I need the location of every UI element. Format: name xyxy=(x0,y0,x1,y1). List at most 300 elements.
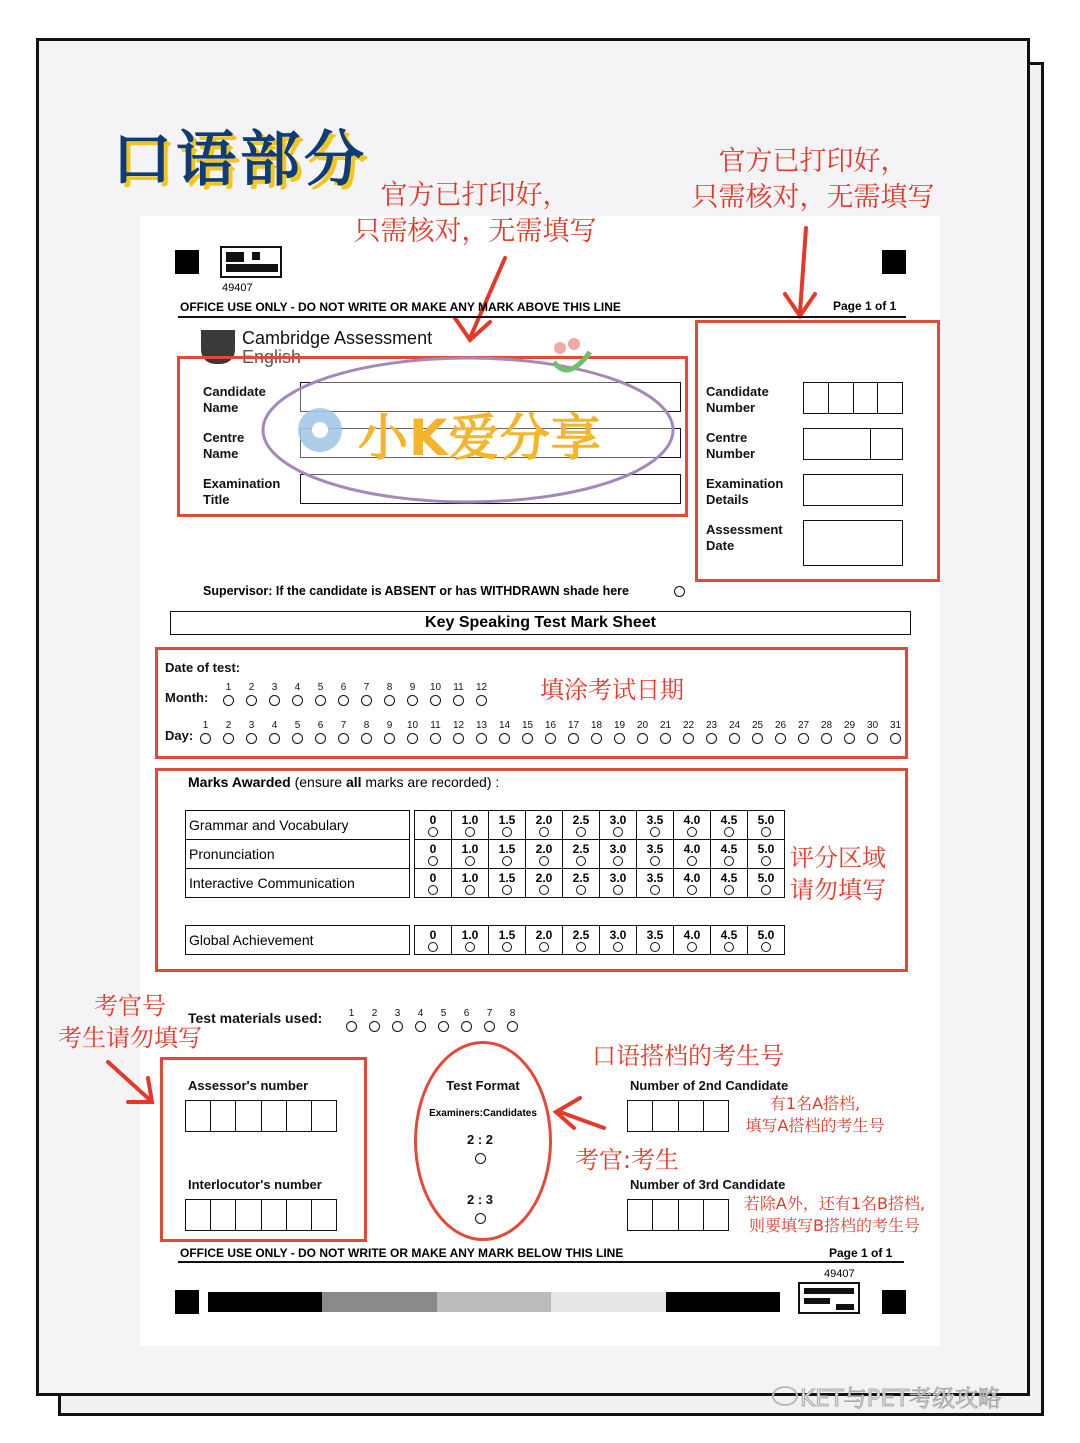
day-bubble[interactable] xyxy=(838,720,861,744)
material-bubble-circle[interactable] xyxy=(415,1021,426,1032)
exam-title-label: Examination Title xyxy=(203,476,281,507)
month-bubble[interactable] xyxy=(332,682,355,706)
mark-option[interactable] xyxy=(637,926,674,955)
mark-value: 4.5 xyxy=(720,927,738,942)
month-bubble-circle[interactable] xyxy=(453,695,464,706)
day-bubble-circle[interactable] xyxy=(545,733,556,744)
day-bubble-number: 28 xyxy=(820,720,833,731)
note-third-candidate: 若除A外，还有1名B搭档, 则要填写B搭档的考生号 xyxy=(743,1194,926,1235)
mark-value: 1.0 xyxy=(461,927,479,942)
material-bubble-number: 1 xyxy=(348,1008,355,1019)
page-title: 口语部分 xyxy=(112,125,368,195)
mark-value: 5.0 xyxy=(757,870,775,885)
day-bubble-circle[interactable] xyxy=(407,733,418,744)
mark-bubble[interactable] xyxy=(428,885,438,895)
mark-option[interactable] xyxy=(600,840,637,869)
format-2-3-bubble[interactable] xyxy=(475,1213,486,1224)
mark-bubble[interactable] xyxy=(613,885,623,895)
page-number: Page 1 of 1 xyxy=(833,299,897,313)
mark-value: 5.0 xyxy=(757,927,775,942)
mark-bubble[interactable] xyxy=(465,885,475,895)
mark-option[interactable] xyxy=(452,926,489,955)
material-bubble[interactable] xyxy=(363,1008,386,1032)
note-date-fill: 填涂考试日期 xyxy=(540,676,684,704)
material-bubble-circle[interactable] xyxy=(438,1021,449,1032)
day-bubble-number: 2 xyxy=(225,720,232,731)
material-bubble-number: 7 xyxy=(486,1008,493,1019)
month-bubble[interactable] xyxy=(217,682,240,706)
criterion-label: Pronunciation xyxy=(186,840,410,869)
arrow-right-note xyxy=(800,228,806,312)
mark-option[interactable] xyxy=(415,840,452,869)
day-bubble-circle[interactable] xyxy=(338,733,349,744)
month-bubble-number: 11 xyxy=(453,682,464,693)
day-bubble[interactable] xyxy=(539,720,562,744)
month-bubble-circle[interactable] xyxy=(315,695,326,706)
mark-option[interactable] xyxy=(748,869,785,898)
day-bubble-circle[interactable] xyxy=(683,733,694,744)
note-format: 考官:考生 xyxy=(574,1146,680,1174)
material-bubble-circle[interactable] xyxy=(346,1021,357,1032)
mark-value: 4.0 xyxy=(683,841,701,856)
month-bubble-circle[interactable] xyxy=(269,695,280,706)
mark-bubble[interactable] xyxy=(576,856,586,866)
mark-option[interactable] xyxy=(415,926,452,955)
mark-option[interactable] xyxy=(637,840,674,869)
day-bubble-circle[interactable] xyxy=(292,733,303,744)
mark-option[interactable] xyxy=(452,869,489,898)
mark-bubble[interactable] xyxy=(613,856,623,866)
day-bubble[interactable] xyxy=(792,720,815,744)
mark-option[interactable] xyxy=(489,926,526,955)
day-bubble-circle[interactable] xyxy=(591,733,602,744)
day-bubble[interactable] xyxy=(723,720,746,744)
mark-value: 3.5 xyxy=(646,841,664,856)
date-of-test-label: Date of test: xyxy=(165,660,241,675)
day-bubble-number: 4 xyxy=(271,720,278,731)
day-label: Day: xyxy=(165,728,194,743)
day-bubble[interactable] xyxy=(516,720,539,744)
day-bubble-circle[interactable] xyxy=(499,733,510,744)
day-bubble-number: 12 xyxy=(452,720,465,731)
mark-bubble[interactable] xyxy=(613,942,623,952)
day-bubble-number: 6 xyxy=(317,720,324,731)
mark-option[interactable] xyxy=(489,840,526,869)
mark-option[interactable] xyxy=(563,840,600,869)
mark-bubble[interactable] xyxy=(724,856,734,866)
day-bubble[interactable] xyxy=(286,720,309,744)
mark-option[interactable] xyxy=(489,811,526,840)
day-bubble-circle[interactable] xyxy=(867,733,878,744)
mark-value: 1.5 xyxy=(498,812,516,827)
format-2-2-bubble[interactable] xyxy=(475,1153,486,1164)
material-bubble-number: 3 xyxy=(394,1008,401,1019)
month-bubble[interactable] xyxy=(401,682,424,706)
mark-option[interactable] xyxy=(674,840,711,869)
month-bubble[interactable] xyxy=(470,682,493,706)
mark-option[interactable] xyxy=(489,869,526,898)
day-bubble-circle[interactable] xyxy=(798,733,809,744)
sheet-title: Key Speaking Test Mark Sheet xyxy=(170,611,911,635)
mark-option[interactable] xyxy=(711,869,748,898)
day-bubble-number: 19 xyxy=(613,720,626,731)
mark-bubble[interactable] xyxy=(724,942,734,952)
mark-bubble[interactable] xyxy=(687,856,697,866)
note-second-candidate: 有1名A搭档, 填写A搭档的考生号 xyxy=(745,1094,885,1135)
month-bubble[interactable] xyxy=(447,682,470,706)
day-bubble-circle[interactable] xyxy=(384,733,395,744)
mark-bubble[interactable] xyxy=(761,942,771,952)
global-table xyxy=(185,925,785,955)
day-bubble-number: 22 xyxy=(682,720,695,731)
mark-value: 3.0 xyxy=(609,812,627,827)
mark-value: 1.0 xyxy=(461,870,479,885)
mark-bubble[interactable] xyxy=(502,942,512,952)
mark-row xyxy=(186,840,785,869)
mark-bubble[interactable] xyxy=(724,885,734,895)
mark-bubble[interactable] xyxy=(539,885,549,895)
second-candidate-label: Number of 2nd Candidate xyxy=(630,1078,789,1093)
mark-value: 1.0 xyxy=(461,812,479,827)
day-bubble[interactable] xyxy=(424,720,447,744)
mark-option[interactable] xyxy=(748,840,785,869)
month-bubble-circle[interactable] xyxy=(476,695,487,706)
day-bubble-circle[interactable] xyxy=(315,733,326,744)
day-bubble-number: 5 xyxy=(294,720,301,731)
day-bubble[interactable] xyxy=(631,720,654,744)
month-bubble-circle[interactable] xyxy=(407,695,418,706)
sheet-code-bottom: 49407 xyxy=(824,1268,855,1280)
mark-option[interactable] xyxy=(415,811,452,840)
day-bubble-number: 30 xyxy=(866,720,879,731)
day-bubble-circle[interactable] xyxy=(614,733,625,744)
mark-value: 3.5 xyxy=(646,870,664,885)
day-bubbles xyxy=(194,720,907,744)
third-candidate-cells[interactable] xyxy=(627,1199,729,1231)
materials-bubbles xyxy=(340,1008,524,1032)
mark-value: 5.0 xyxy=(757,841,775,856)
mark-value: 3.0 xyxy=(609,870,627,885)
watermark-text: 小K爱分享 xyxy=(358,409,602,467)
day-bubble-circle[interactable] xyxy=(890,733,901,744)
criteria-table xyxy=(185,810,785,898)
day-bubble-number: 1 xyxy=(202,720,209,731)
material-bubble[interactable] xyxy=(340,1008,363,1032)
mark-option[interactable] xyxy=(674,926,711,955)
mark-bubble[interactable] xyxy=(428,827,438,837)
month-bubble[interactable] xyxy=(263,682,286,706)
mark-value: 3.0 xyxy=(609,927,627,942)
material-bubble[interactable] xyxy=(455,1008,478,1032)
mark-option[interactable] xyxy=(600,869,637,898)
day-bubble-circle[interactable] xyxy=(223,733,234,744)
note-marks-area: 评分区域 请勿填写 xyxy=(790,844,886,904)
day-bubble-number: 13 xyxy=(475,720,488,731)
mark-value: 1.5 xyxy=(498,841,516,856)
mark-option[interactable] xyxy=(674,811,711,840)
day-bubble[interactable] xyxy=(746,720,769,744)
assessor-number-label: Assessor's number xyxy=(188,1078,309,1093)
day-bubble-number: 3 xyxy=(248,720,255,731)
day-bubble-circle[interactable] xyxy=(361,733,372,744)
day-bubble-circle[interactable] xyxy=(476,733,487,744)
mark-bubble[interactable] xyxy=(761,856,771,866)
footer-watermark: KET与PET考级攻略 xyxy=(800,1386,1002,1412)
mark-value: 2.0 xyxy=(535,927,553,942)
mark-value: 2.5 xyxy=(572,841,590,856)
mark-option[interactable] xyxy=(526,869,563,898)
day-bubble-number: 11 xyxy=(430,720,441,731)
day-bubble[interactable] xyxy=(677,720,700,744)
day-bubble-number: 25 xyxy=(751,720,764,731)
registration-mark xyxy=(882,250,906,274)
material-bubble-circle[interactable] xyxy=(392,1021,403,1032)
mark-value: 4.0 xyxy=(683,812,701,827)
day-bubble-circle[interactable] xyxy=(568,733,579,744)
month-bubble-circle[interactable] xyxy=(338,695,349,706)
mark-option[interactable] xyxy=(415,869,452,898)
mark-value: 3.5 xyxy=(646,812,664,827)
month-bubble[interactable] xyxy=(355,682,378,706)
material-bubble-number: 5 xyxy=(440,1008,447,1019)
bottom-rule xyxy=(178,1261,904,1263)
mark-bubble[interactable] xyxy=(502,856,512,866)
test-format-label: Test Format xyxy=(446,1078,520,1093)
assessor-number-cells[interactable] xyxy=(185,1100,337,1132)
mark-bubble[interactable] xyxy=(724,827,734,837)
sheet-code: 49407 xyxy=(222,282,253,294)
supervisor-instruction: Supervisor: If the candidate is ABSENT or has WITHDRAWN shade here xyxy=(203,584,630,598)
material-bubble-circle[interactable] xyxy=(369,1021,380,1032)
day-bubble[interactable] xyxy=(355,720,378,744)
mark-value: 4.5 xyxy=(720,812,738,827)
mark-bubble[interactable] xyxy=(761,885,771,895)
note-printed-left: 官方已打印好， 只需核对，无需填写 xyxy=(353,180,597,247)
mark-row xyxy=(186,869,785,898)
criterion-label: Interactive Communication xyxy=(186,869,410,898)
mark-value: 0 xyxy=(429,812,437,827)
material-bubble[interactable] xyxy=(478,1008,501,1032)
mark-option[interactable] xyxy=(711,840,748,869)
mark-bubble[interactable] xyxy=(465,942,475,952)
note-printed-right: 官方已打印好， 只需核对，无需填写 xyxy=(691,146,935,213)
mark-option[interactable] xyxy=(748,926,785,955)
day-bubble[interactable] xyxy=(401,720,424,744)
month-bubble[interactable] xyxy=(286,682,309,706)
day-bubble[interactable] xyxy=(263,720,286,744)
month-bubble[interactable] xyxy=(378,682,401,706)
day-bubble-circle[interactable] xyxy=(200,733,211,744)
arrow-assessor xyxy=(108,1062,150,1100)
day-bubble[interactable] xyxy=(585,720,608,744)
criterion-label: Grammar and Vocabulary xyxy=(186,811,410,840)
mark-option[interactable] xyxy=(711,811,748,840)
day-bubble[interactable] xyxy=(815,720,838,744)
mark-bubble[interactable] xyxy=(428,856,438,866)
day-bubble-circle[interactable] xyxy=(775,733,786,744)
day-bubble-circle[interactable] xyxy=(453,733,464,744)
registration-mark xyxy=(175,250,199,274)
mark-bubble[interactable] xyxy=(465,827,475,837)
mark-bubble[interactable] xyxy=(502,885,512,895)
assessment-date-field[interactable] xyxy=(803,520,903,566)
exam-details-field[interactable] xyxy=(803,474,903,506)
mark-row xyxy=(186,811,785,840)
day-bubble[interactable] xyxy=(769,720,792,744)
mark-bubble[interactable] xyxy=(650,885,660,895)
mark-bubble[interactable] xyxy=(613,827,623,837)
month-bubble[interactable] xyxy=(309,682,332,706)
day-bubble-number: 17 xyxy=(567,720,580,731)
mark-option[interactable] xyxy=(452,811,489,840)
mark-value: 4.0 xyxy=(683,927,701,942)
day-bubble-number: 10 xyxy=(406,720,419,731)
mark-bubble[interactable] xyxy=(650,827,660,837)
candidate-number-cells[interactable] xyxy=(803,382,903,414)
mark-bubble[interactable] xyxy=(502,827,512,837)
mark-bubble[interactable] xyxy=(539,827,549,837)
mark-bubble[interactable] xyxy=(687,885,697,895)
day-bubble[interactable] xyxy=(884,720,907,744)
day-bubble-circle[interactable] xyxy=(729,733,740,744)
month-bubble-number: 10 xyxy=(429,682,442,693)
mark-option[interactable] xyxy=(674,869,711,898)
day-bubble[interactable] xyxy=(470,720,493,744)
month-bubbles xyxy=(217,682,493,706)
mark-option[interactable] xyxy=(563,926,600,955)
month-bubble-circle[interactable] xyxy=(223,695,234,706)
mark-bubble[interactable] xyxy=(576,885,586,895)
mark-option[interactable] xyxy=(748,811,785,840)
mark-value: 0 xyxy=(429,870,437,885)
day-bubble-circle[interactable] xyxy=(637,733,648,744)
mark-bubble[interactable] xyxy=(428,942,438,952)
mark-bubble[interactable] xyxy=(687,827,697,837)
day-bubble[interactable] xyxy=(493,720,516,744)
day-bubble-number: 27 xyxy=(797,720,810,731)
day-bubble[interactable] xyxy=(861,720,884,744)
note-assessor: 考官号 考生请勿填写 xyxy=(58,992,202,1052)
day-bubble[interactable] xyxy=(240,720,263,744)
mark-bubble[interactable] xyxy=(650,856,660,866)
day-bubble-circle[interactable] xyxy=(844,733,855,744)
mark-option[interactable] xyxy=(526,926,563,955)
mark-option[interactable] xyxy=(600,811,637,840)
month-bubble[interactable] xyxy=(240,682,263,706)
mark-value: 2.5 xyxy=(572,870,590,885)
mark-value: 2.5 xyxy=(572,812,590,827)
day-bubble-number: 29 xyxy=(843,720,856,731)
day-bubble[interactable] xyxy=(309,720,332,744)
assessment-date-label: Assessment Date xyxy=(706,522,783,553)
mark-option[interactable] xyxy=(563,811,600,840)
day-bubble[interactable] xyxy=(562,720,585,744)
day-bubble-circle[interactable] xyxy=(269,733,280,744)
mark-option[interactable] xyxy=(600,926,637,955)
mark-value: 2.0 xyxy=(535,841,553,856)
mark-option[interactable] xyxy=(452,840,489,869)
month-bubble-number: 9 xyxy=(409,682,416,693)
day-bubble[interactable] xyxy=(217,720,240,744)
material-bubble[interactable] xyxy=(386,1008,409,1032)
day-bubble-number: 18 xyxy=(590,720,603,731)
format-2-2-label: 2 : 2 xyxy=(466,1132,493,1147)
mark-value: 1.5 xyxy=(498,870,516,885)
mark-bubble[interactable] xyxy=(465,856,475,866)
mark-bubble[interactable] xyxy=(650,942,660,952)
mark-value: 3.0 xyxy=(609,841,627,856)
day-bubble[interactable] xyxy=(194,720,217,744)
day-bubble-circle[interactable] xyxy=(660,733,671,744)
material-bubble-circle[interactable] xyxy=(461,1021,472,1032)
day-bubble-circle[interactable] xyxy=(706,733,717,744)
mark-bubble[interactable] xyxy=(761,827,771,837)
day-bubble-number: 7 xyxy=(340,720,347,731)
material-bubble-circle[interactable] xyxy=(484,1021,495,1032)
mark-bubble[interactable] xyxy=(539,942,549,952)
mark-option[interactable] xyxy=(526,811,563,840)
month-label: Month: xyxy=(165,690,209,705)
mark-option[interactable] xyxy=(526,840,563,869)
mark-option[interactable] xyxy=(637,869,674,898)
month-bubble[interactable] xyxy=(424,682,447,706)
month-bubble-number: 6 xyxy=(340,682,347,693)
second-candidate-cells[interactable] xyxy=(627,1100,729,1132)
day-bubble-number: 15 xyxy=(521,720,534,731)
day-bubble-circle[interactable] xyxy=(522,733,533,744)
format-2-3-label: 2 : 3 xyxy=(466,1192,493,1207)
day-bubble-circle[interactable] xyxy=(246,733,257,744)
material-bubble[interactable] xyxy=(432,1008,455,1032)
top-rule xyxy=(178,316,906,318)
mark-value: 1.5 xyxy=(498,927,516,942)
mark-option[interactable] xyxy=(711,926,748,955)
day-bubble-circle[interactable] xyxy=(430,733,441,744)
day-bubble[interactable] xyxy=(654,720,677,744)
material-bubble[interactable] xyxy=(409,1008,432,1032)
day-bubble[interactable] xyxy=(378,720,401,744)
criterion-label: Global Achievement xyxy=(186,926,410,955)
day-bubble-circle[interactable] xyxy=(821,733,832,744)
day-bubble-number: 24 xyxy=(728,720,741,731)
day-bubble[interactable] xyxy=(608,720,631,744)
day-bubble[interactable] xyxy=(447,720,470,744)
mark-bubble[interactable] xyxy=(687,942,697,952)
mark-value: 0 xyxy=(429,927,437,942)
material-bubble[interactable] xyxy=(501,1008,524,1032)
mark-bubble[interactable] xyxy=(576,942,586,952)
month-bubble-circle[interactable] xyxy=(430,695,441,706)
mark-option[interactable] xyxy=(637,811,674,840)
day-bubble-number: 14 xyxy=(498,720,511,731)
centre-number-cells[interactable] xyxy=(803,428,903,460)
material-bubble-circle[interactable] xyxy=(507,1021,518,1032)
month-bubble-circle[interactable] xyxy=(384,695,395,706)
mark-value: 4.0 xyxy=(683,870,701,885)
mark-bubble[interactable] xyxy=(576,827,586,837)
interlocutor-number-cells[interactable] xyxy=(185,1199,337,1231)
month-bubble-circle[interactable] xyxy=(292,695,303,706)
day-bubble-circle[interactable] xyxy=(752,733,763,744)
day-bubble[interactable] xyxy=(332,720,355,744)
month-bubble-circle[interactable] xyxy=(246,695,257,706)
mark-option[interactable] xyxy=(563,869,600,898)
day-bubble[interactable] xyxy=(700,720,723,744)
absent-bubble[interactable] xyxy=(674,586,685,597)
registration-mark xyxy=(882,1290,906,1314)
mark-bubble[interactable] xyxy=(539,856,549,866)
month-bubble-circle[interactable] xyxy=(361,695,372,706)
